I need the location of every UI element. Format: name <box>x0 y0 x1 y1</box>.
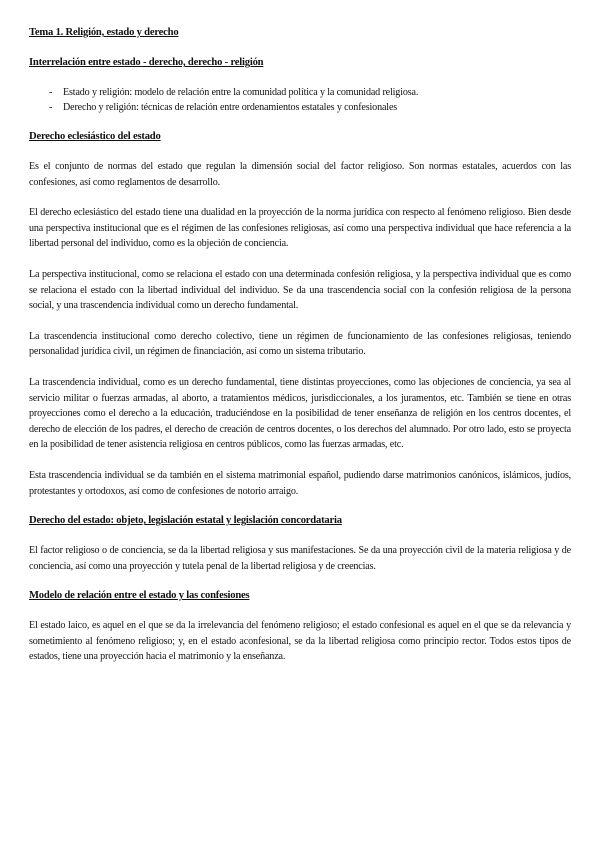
paragraph: Esta trascendencia individual se da también en el sistema matrimonial español, pudiendo darse matrimonios canónicos, islámicos, judíos, protestantes y ortodoxos, así como de confesiones de notorio arraigo. <box>29 469 571 497</box>
paragraph: El derecho eclesiástico del estado tiene una dualidad en la proyección de la norma jurídica con respecto al fenómeno religioso. Bien desde una perspectiva institucional que es el régimen de las confesiones religiosas, así como una perspectiva individual que hace referencia a la libertad personal del individuo, como es la objeción de conciencia. <box>29 207 571 250</box>
list-item <box>49 85 571 100</box>
paragraph: La perspectiva institucional, como se relaciona el estado con una determinada confesión religiosa, y la perspectiva individual que es como se relaciona el estado con la libertad individual del individuo. Se da una trascendencia social con la confesión religiosa de la persona social, y una trascendencia individual como un derecho fundamental. <box>29 268 571 312</box>
dash-bullet-icon: - <box>49 87 53 98</box>
paragraph: La trascendencia individual, como es un derecho fundamental, tiene distintas proyecciones, como las objeciones de conciencia, ya sea al servicio militar o fuerzas armadas, al aborto, a tratamientos médicos, jurisdiccionales, a los juramentos, etc. También se tiene en otras proyecciones como el derecho a la educación, traduciéndose en la posibilidad de tener enseñanza de religión en los centros docentes, el derecho de elección de los padres, el derecho de creación de centros docentes, o los derechos del alumnado. Por otro lado, esto se proyecta en la posibilidad de tener asistencia religiosa en centros públicos, como las fuerzas armadas, etc. <box>29 376 571 451</box>
paragraph: El estado laico, es aquel en el que se da la irrelevancia del fenómeno religioso; el estado confesional es aquel en el que se da relevancia y sometimiento al fenómeno religioso; y, en el estado aconfesional, se da la libertad religiosa como principio rector. Todos estos tipos de estados, tiene una proyección hacia el matrimonio y la enseñanza. <box>29 620 571 663</box>
list-item <box>49 100 571 115</box>
paragraph: La trascendencia institucional como derecho colectivo, tiene un régimen de funcionamiento de las confesiones religiosas, teniendo personalidad jurídica civil, un régimen de financiación, así como un sistema tributario. <box>29 330 571 358</box>
dash-bullet-icon: - <box>49 102 53 113</box>
bullet-list <box>29 85 571 115</box>
paragraph: El factor religioso o de conciencia, se da la libertad religiosa y sus manifestaciones. Se da una proyección civil de la materia religiosa y de conciencia, así como una proyección y tutela penal de la libertad religiosa y de creencias. <box>29 545 571 572</box>
section-heading-interrelacion: Interrelación entre estado - derecho, derecho - religión <box>29 57 264 68</box>
paragraph: Es el conjunto de normas del estado que regulan la dimensión social del factor religioso. Son normas estatales, acuerdos con las confesiones, así como reglamentos de desarrollo. <box>29 161 571 188</box>
section-heading-derecho-del-estado: Derecho del estado: objeto, legislación estatal y legislación concordataria <box>29 515 342 527</box>
list-item-text: Estado y religión: modelo de relación entre la comunidad política y la comunidad religiosa. <box>63 87 419 98</box>
list-item-text: Derecho y religión: técnicas de relación entre ordenamientos estatales y confesionales <box>63 102 398 113</box>
section-heading-modelo-relacion: Modelo de relación entre el estado y las confesiones <box>29 590 250 602</box>
section-heading-derecho-eclesiastico: Derecho eclesiástico del estado <box>29 131 161 142</box>
document-title: Tema 1. Religión, estado y derecho <box>29 27 179 38</box>
